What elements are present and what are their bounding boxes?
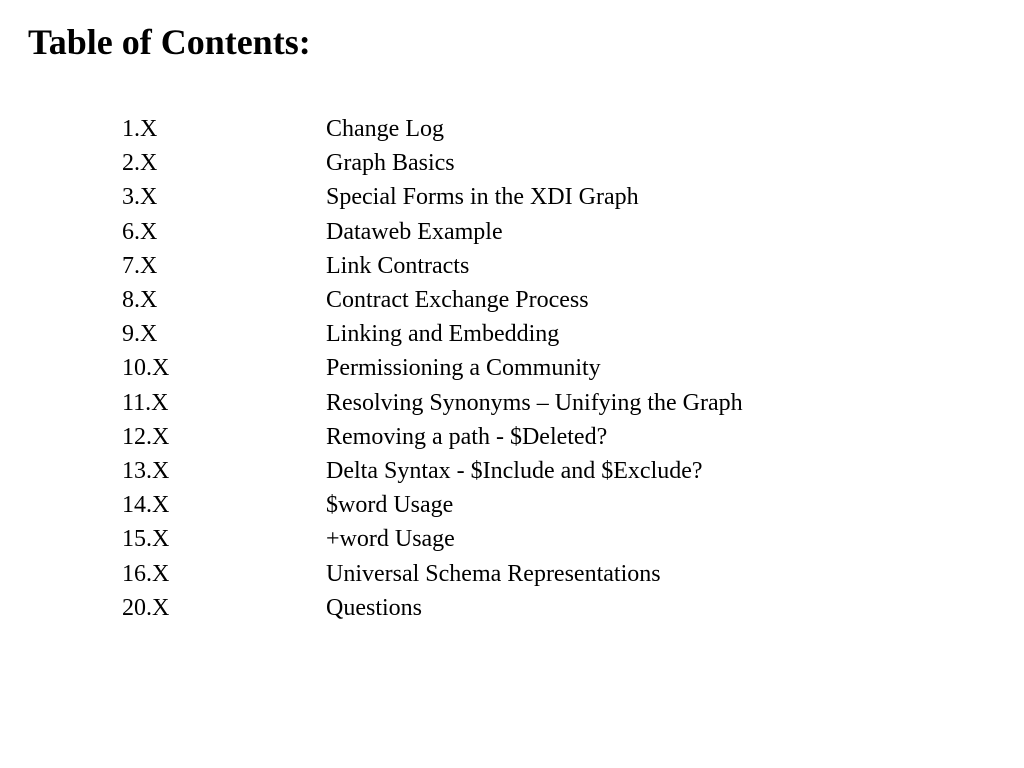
toc-item-title: Dataweb Example: [326, 218, 503, 245]
toc-item: [122, 454, 743, 488]
toc-item-title: Contract Exchange Process: [326, 287, 589, 314]
toc-item-number: 14.X: [122, 492, 170, 519]
toc-item-number: 1.X: [122, 116, 158, 143]
toc-item-title: $word Usage: [326, 492, 454, 519]
toc-item-title: Linking and Embedding: [326, 321, 560, 348]
toc-item: [122, 180, 743, 214]
toc-item-title: Questions: [326, 594, 422, 621]
toc-item: [122, 556, 743, 590]
toc-item: [122, 215, 743, 249]
toc-item-title: Special Forms in the XDI Graph: [326, 184, 639, 211]
toc-item-title: Removing a path - $Deleted?: [326, 423, 608, 450]
toc-item-number: 11.X: [122, 389, 169, 416]
toc-item-title: Delta Syntax - $Include and $Exclude?: [326, 457, 703, 484]
toc-item-number: 16.X: [122, 560, 170, 587]
toc-item-number: 2.X: [122, 150, 158, 177]
toc-item: [122, 386, 743, 420]
toc-item-number: 13.X: [122, 457, 170, 484]
toc-item: [122, 249, 743, 283]
toc-item-title: Graph Basics: [326, 150, 455, 177]
toc-item-number: 3.X: [122, 184, 158, 211]
toc-item-number: 10.X: [122, 355, 170, 382]
toc-item-title: Universal Schema Representations: [326, 560, 661, 587]
toc-item: [122, 420, 743, 454]
toc-item-number: 15.X: [122, 526, 170, 553]
toc-item: [122, 112, 743, 146]
toc-item: [122, 591, 743, 625]
toc-item: [122, 283, 743, 317]
toc-item-number: 9.X: [122, 321, 158, 348]
table-of-contents: [122, 112, 743, 625]
toc-item: [122, 317, 743, 351]
toc-item-number: 20.X: [122, 594, 170, 621]
toc-item-title: +word Usage: [326, 526, 455, 553]
toc-item: [122, 488, 743, 522]
toc-item-title: Permissioning a Community: [326, 355, 601, 382]
toc-item-number: 7.X: [122, 252, 158, 279]
page-title: Table of Contents:: [28, 22, 311, 62]
toc-item-title: Resolving Synonyms – Unifying the Graph: [326, 389, 743, 416]
toc-item-number: 6.X: [122, 218, 158, 245]
toc-item: [122, 351, 743, 385]
toc-item-number: 8.X: [122, 287, 158, 314]
toc-item-number: 12.X: [122, 423, 170, 450]
toc-item: [122, 146, 743, 180]
toc-item-title: Change Log: [326, 116, 444, 143]
toc-item: [122, 522, 743, 556]
toc-item-title: Link Contracts: [326, 252, 470, 279]
